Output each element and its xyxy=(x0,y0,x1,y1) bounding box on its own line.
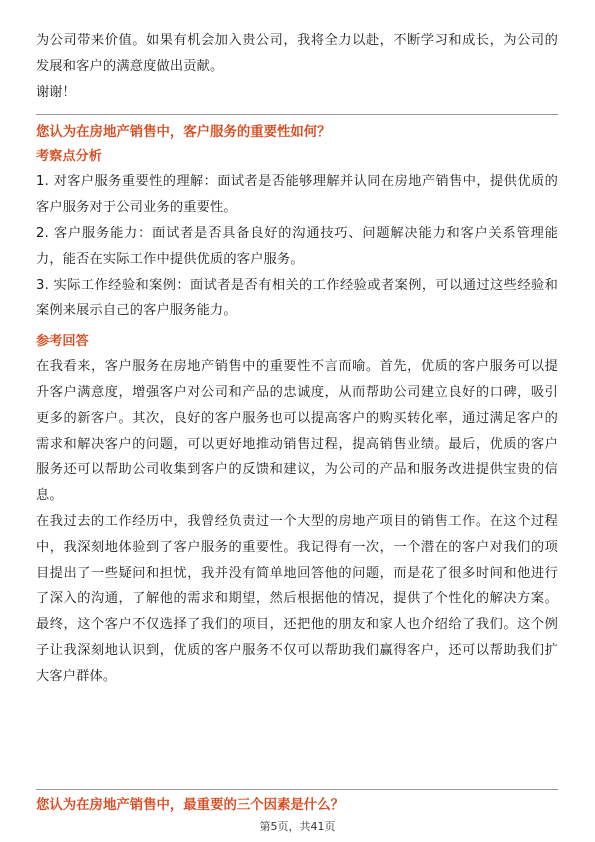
spacer xyxy=(36,324,558,330)
analysis-item: 1. 对客户服务重要性的理解：面试者是否能够理解并认同在房地产销售中，提供优质的客户服务对于公司业务的重要性。 xyxy=(36,174,558,216)
analysis-heading: 考察点分析 xyxy=(36,149,102,165)
page-number: 第5页，共41页 xyxy=(259,820,336,833)
question-title: 您认为在房地产销售中，客户服务的重要性如何？ xyxy=(36,125,331,141)
answer-heading: 参考回答 xyxy=(36,334,89,350)
document-page xyxy=(36,28,558,690)
intro-paragraph: 为公司带来价值。如果有机会加入贵公司，我将全力以赴，不断学习和成长，为公司的发展和客户的满意度做出贡献。 xyxy=(36,33,558,74)
section-divider xyxy=(36,789,558,790)
next-question-block xyxy=(36,789,558,820)
answer-paragraph: 在我过去的工作经历中，我曾经负责过一个大型的房地产项目的销售工作。在这个过程中，我深刻地体验到了客户服务的重要性。我记得有一次，一个潜在的客户对我们的项目提出了一些疑问和担忧，我并没有简单地回答他的问题，而是花了很多时间和他进行了深入的沟通，了解他的需求和期望，然后根据他的情况，提供了个性化的解决方案。最终，这个客户不仅选择了我们的项目，还把他的朋友和家人也介绍给了我们。这个例子让我深刻地认识到，优质的客户服务不仅可以帮助我们赢得客户，还可以帮助我们扩大客户群体。 xyxy=(36,513,558,684)
answer-paragraph: 在我看来，客户服务在房地产销售中的重要性不言而喻。首先，优质的客户服务可以提升客户满意度，增强客户对公司和产品的忠诚度，从而帮助公司建立良好的口碑，吸引更多的新客户。其次，良好的客户服务也可以提高客户的购买转化率，通过满足客户的需求和解决客户的问题，可以更好地推动销售过程，提高销售业绩。最后，优质的客户服务还可以帮助公司收集到客户的反馈和建议，为公司的产品和服务改进提供宝贵的信息。 xyxy=(36,359,558,504)
section-divider xyxy=(36,114,558,115)
analysis-item: 2. 客户服务能力：面试者是否具备良好的沟通技巧、问题解决能力和客户关系管理能力，能否在实际工作中提供优质的客户服务。 xyxy=(36,225,558,267)
question-title: 您认为在房地产销售中，最重要的三个因素是什么？ xyxy=(36,798,344,813)
analysis-item: 3. 实际工作经验和案例：面试者是否有相关的工作经验或者案例，可以通过这些经验和案例来展示自己的客户服务能力。 xyxy=(36,277,558,319)
thanks-text: 谢谢！ xyxy=(36,84,76,100)
